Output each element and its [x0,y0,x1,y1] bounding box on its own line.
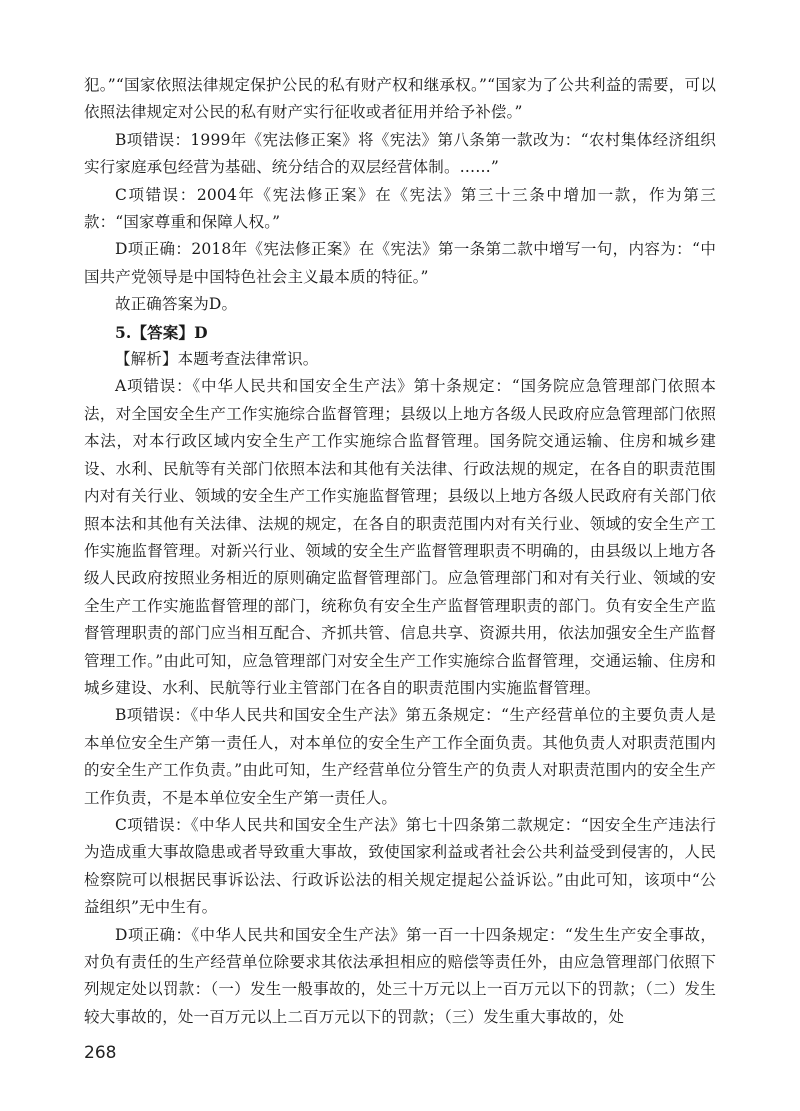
paragraph: D项正确：2018年《宪法修正案》在《宪法》第一条第二款中增写一句，内容为：“中国共产党领导是中国特色社会主义最本质的特征。” [84,240,716,286]
paragraph: 故正确答案为D。 [115,295,238,314]
page-number: 268 [84,1043,117,1063]
analysis-heading: 【解析】本题考查法律常识。 [115,350,319,369]
page-body [84,72,716,1031]
paragraph: A项错误：《中华人民共和国安全生产法》第十条规定：“国务院应急管理部门依照本法，对全国安全生产工作实施综合监督管理；县级以上地方各级人民政府应急管理部门依照本法，对本行政区域内安全生产工作实施综合监督管理。国务院交通运输、住房和城乡建设、水利、民航等有关部门依照本法和其他有关法律、行政法规的规定，在各自的职责范围内对有关行业、领域的安全生产工作实施监督管理；县级以上地方各级人民政府有关部门依照本法和其他有关法律、法规的规定，在各自的职责范围内对有关行业、领域的安全生产工作实施监督管理。对新兴行业、领域的安全生产监督管理职责不明确的，由县级以上地方各级人民政府按照业务相近的原则确定监督管理部门。应急管理部门和对有关行业、领域的安全生产工作实施监督管理的部门，统称负有安全生产监督管理职责的部门。负有安全生产监督管理职责的部门应当相互配合、齐抓共管、信息共享、资源共用，依法加强安全生产监督管理工作。”由此可知，应急管理部门对安全生产工作实施综合监督管理，交通运输、住房和城乡建设、水利、民航等行业主管部门在各自的职责范围内实施监督管理。 [84,377,716,697]
paragraph: C项错误：2004年《宪法修正案》在《宪法》第三十三条中增加一款，作为第三款：“国家尊重和保障人权。” [84,185,716,232]
answer-heading: 5.【答案】D [115,322,208,342]
paragraph: B项错误：1999年《宪法修正案》将《宪法》第八条第一款改为：“农村集体经济组织实行家庭承包经营为基础、统分结合的双层经营体制。……” [84,130,716,177]
paragraph: 犯。”“国家依照法律规定保护公民的私有财产权和继承权。”“国家为了公共利益的需要，可以依照法律规定对公民的私有财产实行征收或者征用并给予补偿。” [84,76,716,122]
paragraph: B项错误：《中华人民共和国安全生产法》第五条规定：“生产经营单位的主要负责人是本单位安全生产第一责任人，对本单位的安全生产工作全面负责。其他负责人对职责范围内的安全生产工作负责。”由此可知，生产经营单位分管生产的负责人对职责范围内的安全生产工作负责，不是本单位安全生产第一责任人。 [84,706,716,807]
paragraph: C项错误：《中华人民共和国安全生产法》第七十四条第二款规定：“因安全生产违法行为造成重大事故隐患或者导致重大事故，致使国家利益或者社会公共利益受到侵害的，人民检察院可以根据民事诉讼法、行政诉讼法的相关规定提起公益诉讼。”由此可知，该项中“公益组织”无中生有。 [84,815,716,917]
paragraph: D项正确：《中华人民共和国安全生产法》第一百一十四条规定：“发生生产安全事故，对负有责任的生产经营单位除要求其依法承担相应的赔偿等责任外，由应急管理部门依照下列规定处以罚款：（一）发生一般事故的，处三十万元以上一百万元以下的罚款；（二）发生较大事故的，处一百万元以上二百万元以下的罚款；（三）发生重大事故的，处 [84,925,716,1026]
